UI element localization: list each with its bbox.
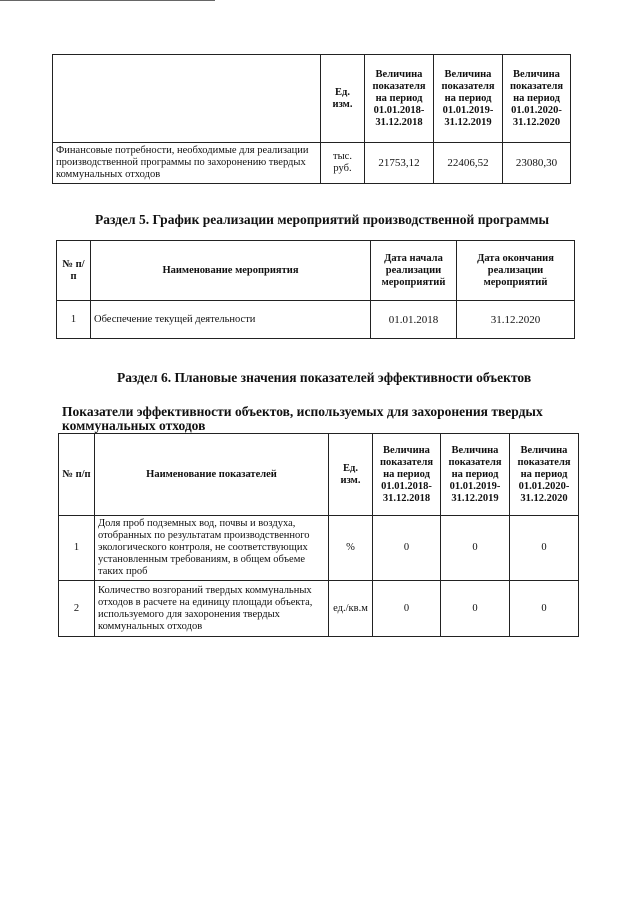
schedule-header-end: Дата окончания реализации мероприятий: [457, 241, 575, 301]
table-row: [59, 516, 579, 581]
efficiency-row2-unit: ед./кв.м: [329, 581, 373, 637]
finance-row-2019: 22406,52: [434, 143, 503, 184]
efficiency-row1-num: 1: [59, 516, 95, 581]
schedule-header-num: № п/п: [57, 241, 91, 301]
efficiency-row2-2018: 0: [373, 581, 441, 637]
efficiency-table: [58, 433, 579, 637]
schedule-row-name: Обеспечение текущей деятельности: [91, 301, 371, 339]
efficiency-row1-2018: 0: [373, 516, 441, 581]
section6-title: Раздел 6. Плановые значения показателей эффективности объектов: [117, 370, 532, 385]
efficiency-header-unit: Ед. изм.: [329, 434, 373, 516]
finance-row-unit: тыс. руб.: [321, 143, 365, 184]
schedule-table: [56, 240, 575, 339]
efficiency-row2-2019: 0: [441, 581, 510, 637]
section6-subtitle: Показатели эффективности объектов, используемых для захоронения твердых коммунальных отходов: [62, 404, 543, 433]
table-row: [57, 301, 575, 339]
efficiency-header-num: № п/п: [59, 434, 95, 516]
schedule-header-start: Дата начала реализации мероприятий: [371, 241, 457, 301]
finance-row-2020: 23080,30: [503, 143, 571, 184]
schedule-header-row: [57, 241, 575, 301]
efficiency-header-2020: Величина показателя на период 01.01.2020-31.12.2020: [510, 434, 579, 516]
table-row: [53, 143, 571, 184]
finance-header-2018: Величина показателя на период 01.01.2018-31.12.2018: [365, 55, 434, 143]
schedule-header-name: Наименование мероприятия: [91, 241, 371, 301]
efficiency-row1-2020: 0: [510, 516, 579, 581]
schedule-row-start: 01.01.2018: [371, 301, 457, 339]
finance-row-name: Финансовые потребности, необходимые для реализации производственной программы по захоронению твердых коммунальных отходов: [53, 143, 321, 184]
table-row: [59, 581, 579, 637]
finance-header-unit: Ед. изм.: [321, 55, 365, 143]
efficiency-row2-num: 2: [59, 581, 95, 637]
finance-header-row: [53, 55, 571, 143]
efficiency-header-2018: Величина показателя на период 01.01.2018-31.12.2018: [373, 434, 441, 516]
efficiency-row2-2020: 0: [510, 581, 579, 637]
efficiency-row1-unit: %: [329, 516, 373, 581]
finance-header-2019: Величина показателя на период 01.01.2019-31.12.2019: [434, 55, 503, 143]
finance-header-name: [53, 55, 321, 143]
schedule-row-end: 31.12.2020: [457, 301, 575, 339]
efficiency-row1-name: Доля проб подземных вод, почвы и воздуха, отобранных по результатам производственного экологического контроля, не соответствующих установленным требованиям, в общем объеме таких проб: [95, 516, 329, 581]
schedule-row-num: 1: [57, 301, 91, 339]
section5-title: Раздел 5. График реализации мероприятий производственной программы: [95, 212, 550, 227]
efficiency-header-row: [59, 434, 579, 516]
finance-row-2018: 21753,12: [365, 143, 434, 184]
scan-edge-line: [0, 0, 215, 1]
efficiency-header-2019: Величина показателя на период 01.01.2019-31.12.2019: [441, 434, 510, 516]
efficiency-header-name: Наименование показателей: [95, 434, 329, 516]
efficiency-row2-name: Количество возгораний твердых коммунальных отходов в расчете на единицу площади объекта, используемого для захоронения твердых коммунальных отходов: [95, 581, 329, 637]
efficiency-row1-2019: 0: [441, 516, 510, 581]
finance-header-2020: Величина показателя на период 01.01.2020-31.12.2020: [503, 55, 571, 143]
finance-table: [52, 54, 571, 184]
